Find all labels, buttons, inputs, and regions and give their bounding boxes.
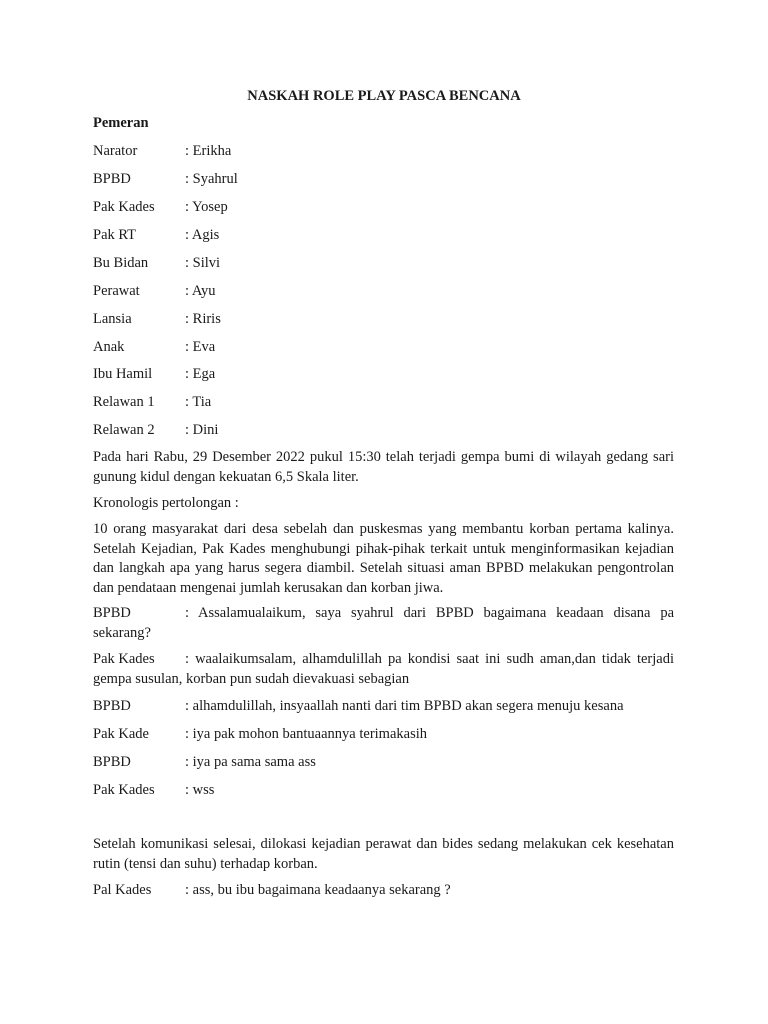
cast-role: Pak RT <box>93 227 137 243</box>
speaker-label: BPBD <box>93 698 131 714</box>
speech-text: : iya pa sama sama ass <box>185 754 316 770</box>
speech-text: : Assalamualaikum, saya syahrul dari BPBD bagaimana keadaan disana pa sekarang? <box>93 605 674 641</box>
dialogue-line <box>93 697 674 717</box>
dialogue-line <box>93 604 674 643</box>
cast-actor: : Syahrul <box>185 171 238 187</box>
speaker-label: BPBD <box>93 605 131 621</box>
cast-actor: : Agis <box>185 227 220 243</box>
chronology-paragraph: 10 orang masyarakat dari desa sebelah dan puskesmas yang membantu korban pertama kalinya. Setelah Kejadian, Pak Kades menghubungi pihak-pihak terkait untuk menginformasikan kejadian dan langkah apa yang harus segera diambil. Setelah situasi aman BPBD melakukan pengontrolan dan pendataan mengenai jumlah kerusakan dan korban jiwa. <box>93 521 674 596</box>
cast-role: Lansia <box>93 311 132 327</box>
cast-actor: : Ayu <box>185 283 216 299</box>
chronology-heading: Kronologis pertolongan : <box>93 495 239 511</box>
speaker-label: BPBD <box>93 754 131 770</box>
cast-role: Relawan 1 <box>93 394 155 410</box>
dialogue-line <box>93 881 674 901</box>
cast-actor: : Erikha <box>185 143 232 159</box>
dialogue-line <box>93 725 674 745</box>
speech-text: : wss <box>185 782 215 798</box>
cast-role: Narator <box>93 143 138 159</box>
speaker-label: Pal Kades <box>93 882 152 898</box>
cast-role: Relawan 2 <box>93 422 155 438</box>
cast-actor: : Silvi <box>185 255 221 271</box>
speech-text: : iya pak mohon bantuaannya terimakasih <box>185 726 427 742</box>
cast-actor: : Yosep <box>185 199 228 215</box>
cast-actor: : Dini <box>185 422 219 438</box>
dialogue-line <box>93 650 674 689</box>
cast-heading: Pemeran <box>93 115 149 131</box>
cast-actor: : Eva <box>185 339 216 355</box>
cast-actor: : Ega <box>185 366 216 382</box>
speech-text: : ass, bu ibu bagaimana keadaanya sekarang ? <box>185 882 451 898</box>
speaker-label: Pak Kades <box>93 782 155 798</box>
cast-role: Perawat <box>93 283 140 299</box>
cast-actor: : Riris <box>185 311 221 327</box>
speaker-label: Pak Kade <box>93 726 149 742</box>
cast-role: Anak <box>93 339 125 355</box>
speaker-label: Pak Kades <box>93 651 155 667</box>
speech-text: : alhamdulillah, insyaallah nanti dari tim BPBD akan segera menuju kesana <box>185 698 624 714</box>
intro-paragraph: Pada hari Rabu, 29 Desember 2022 pukul 15:30 telah terjadi gempa bumi di wilayah gedang sari gunung kidul dengan kekuatan 6,5 Skala liter. <box>93 449 674 485</box>
cast-role: Pak Kades <box>93 199 155 215</box>
cast-actor: : Tia <box>185 394 212 410</box>
cast-role: Ibu Hamil <box>93 366 153 382</box>
dialogue-line <box>93 753 674 773</box>
page-title: NASKAH ROLE PLAY PASCA BENCANA <box>247 88 521 104</box>
cast-role: Bu Bidan <box>93 255 149 271</box>
speech-text: : waalaikumsalam, alhamdulillah pa kondisi saat ini sudh aman,dan tidak terjadi gempa susulan, korban pun sudah dievakuasi sebagian <box>93 651 674 687</box>
after-communication-paragraph: Setelah komunikasi selesai, dilokasi kejadian perawat dan bides sedang melakukan cek kesehatan rutin (tensi dan suhu) terhadap korban. <box>93 836 674 872</box>
cast-role: BPBD <box>93 171 131 187</box>
dialogue-line <box>93 781 674 801</box>
